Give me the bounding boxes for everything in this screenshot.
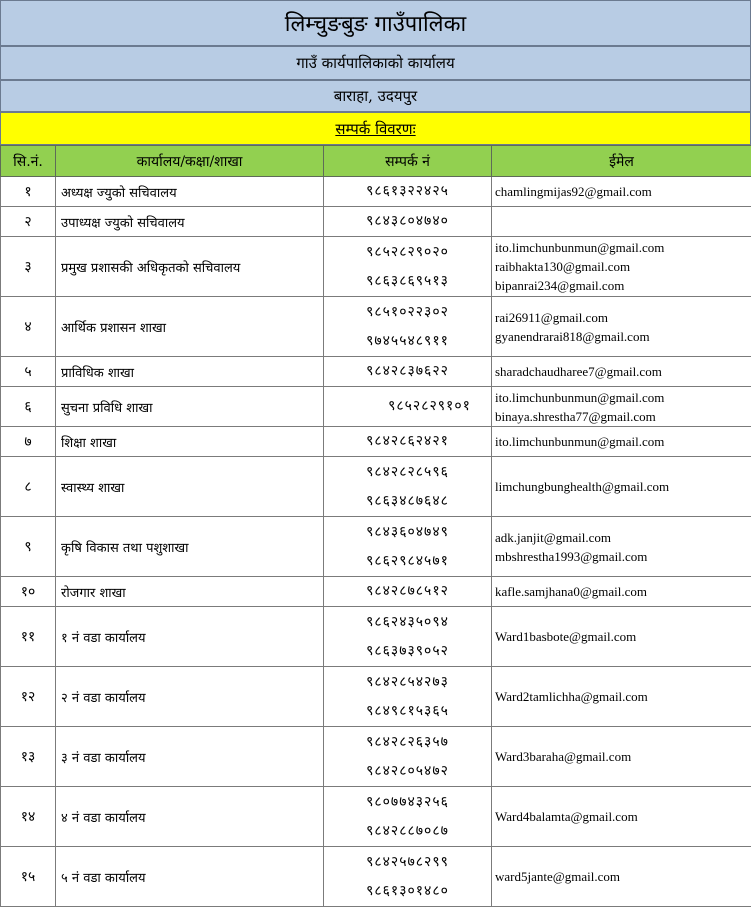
- phone-number: ९८४२८७८५१२: [366, 583, 449, 599]
- office-name: रोजगार शाखा: [56, 577, 324, 607]
- serial-number: १०: [1, 577, 56, 607]
- serial-number: १२: [1, 667, 56, 727]
- contact-table: [0, 145, 751, 907]
- phone-number: ९८५१०२२३०२: [366, 303, 449, 320]
- email-cell: [492, 667, 751, 727]
- serial-number: ५: [1, 357, 56, 387]
- table-row: [1, 297, 751, 357]
- office-name: प्राविधिक शाखा: [56, 357, 324, 387]
- table-row: [1, 457, 751, 517]
- serial-number: १३: [1, 727, 56, 787]
- phone-number: ९८६१३०१४८०: [366, 882, 449, 899]
- table-row: [1, 237, 751, 297]
- email-link[interactable]: sharadchaudharee7@gmail.com: [495, 364, 662, 379]
- email-link[interactable]: kafle.samjhana0@gmail.com: [495, 584, 648, 599]
- phone-number: ९७४५५४८९११: [366, 332, 449, 349]
- section-title: सम्पर्क विवरणः: [335, 119, 416, 138]
- phone-cell: [324, 237, 492, 297]
- email-link[interactable]: bipanrai234@gmail.com: [495, 278, 625, 293]
- table-body: [1, 177, 751, 907]
- phone-number: ९८६२४३५०९४: [366, 613, 449, 630]
- phone-cell: [324, 297, 492, 357]
- office-name: अध्यक्ष ज्युको सचिवालय: [56, 177, 324, 207]
- office-name: स्वास्थ्य शाखा: [56, 457, 324, 517]
- column-header-phone: सम्पर्क नं: [324, 146, 492, 177]
- office-name: २ नं वडा कार्यालय: [56, 667, 324, 727]
- office-name: उपाध्यक्ष ज्युको सचिवालय: [56, 207, 324, 237]
- phone-number: ९८५२८२९०२०: [366, 243, 449, 260]
- office-subtitle: गाउँ कार्यपालिकाको कार्यालय: [0, 46, 751, 80]
- serial-number: ४: [1, 297, 56, 357]
- email-link[interactable]: gyanendrarai818@gmail.com: [495, 328, 650, 344]
- table-header-row: [1, 146, 751, 177]
- office-name: सुचना प्रविधि शाखा: [56, 387, 324, 427]
- office-name: कृषि विकास तथा पशुशाखा: [56, 517, 324, 577]
- phone-cell: [324, 387, 492, 427]
- email-cell: [492, 517, 751, 577]
- phone-number: ९८६३७३९०५२: [366, 642, 449, 659]
- table-row: [1, 577, 751, 607]
- column-header-serial: सि.नं.: [1, 146, 56, 177]
- office-name: ४ नं वडा कार्यालय: [56, 787, 324, 847]
- serial-number: १४: [1, 787, 56, 847]
- phone-cell: [324, 787, 492, 847]
- column-header-email: ईमेल: [492, 146, 751, 177]
- phone-cell: [324, 577, 492, 607]
- email-link[interactable]: adk.janjit@gmail.com: [495, 529, 611, 545]
- table-row: [1, 427, 751, 457]
- table-row: [1, 667, 751, 727]
- phone-number: ९८०७७४३२५६: [366, 793, 449, 810]
- email-link[interactable]: limchungbunghealth@gmail.com: [495, 479, 670, 494]
- phone-cell: [324, 667, 492, 727]
- email-link[interactable]: rai26911@gmail.com: [495, 309, 608, 325]
- table-row: [1, 847, 751, 907]
- email-link[interactable]: binaya.shrestha77@gmail.com: [495, 408, 656, 424]
- phone-number: ९८४३८०४७४०: [366, 213, 449, 229]
- phone-cell: [324, 727, 492, 787]
- email-cell: [492, 607, 751, 667]
- email-link[interactable]: Ward4balamta@gmail.com: [495, 809, 638, 824]
- email-link[interactable]: ito.limchunbunmun@gmail.com: [495, 434, 665, 449]
- phone-number: ९८६१३२२४२५: [366, 183, 449, 199]
- phone-number: ९८४२८३७६२२: [366, 363, 449, 379]
- office-name: १ नं वडा कार्यालय: [56, 607, 324, 667]
- office-name: ३ नं वडा कार्यालय: [56, 727, 324, 787]
- email-cell: [492, 387, 751, 427]
- phone-cell: [324, 427, 492, 457]
- email-link[interactable]: Ward2tamlichha@gmail.com: [495, 689, 648, 704]
- email-cell: [492, 787, 751, 847]
- phone-number: ९८४२८२६३५७: [366, 733, 449, 750]
- table-row: [1, 727, 751, 787]
- email-cell: [492, 357, 751, 387]
- office-address: बाराहा, उदयपुर: [0, 80, 751, 112]
- phone-number: ९८४९८१५३६५: [366, 702, 449, 719]
- email-cell: [492, 727, 751, 787]
- email-link[interactable]: mbshrestha1993@gmail.com: [495, 548, 648, 564]
- phone-cell: [324, 177, 492, 207]
- phone-cell: [324, 607, 492, 667]
- office-name: शिक्षा शाखा: [56, 427, 324, 457]
- email-cell: [492, 297, 751, 357]
- phone-number: ९८४२८८७०८७: [366, 822, 449, 839]
- column-header-office: कार्यालय/कक्षा/शाखा: [56, 146, 324, 177]
- email-link[interactable]: ward5jante@gmail.com: [495, 869, 620, 884]
- phone-cell: [324, 207, 492, 237]
- email-link[interactable]: raibhakta130@gmail.com: [495, 259, 631, 274]
- email-cell: [492, 577, 751, 607]
- serial-number: २: [1, 207, 56, 237]
- phone-number: ९८४२८०५४७२: [366, 762, 449, 779]
- office-name: ५ नं वडा कार्यालय: [56, 847, 324, 907]
- phone-number: ९८४२८६२४२१: [366, 433, 449, 449]
- section-title-bar: [0, 112, 751, 145]
- table-row: [1, 607, 751, 667]
- email-link[interactable]: Ward3baraha@gmail.com: [495, 749, 632, 764]
- serial-number: ३: [1, 237, 56, 297]
- email-link[interactable]: chamlingmijas92@gmail.com: [495, 184, 652, 199]
- email-cell: [492, 427, 751, 457]
- serial-number: ११: [1, 607, 56, 667]
- table-row: [1, 177, 751, 207]
- serial-number: १५: [1, 847, 56, 907]
- email-cell: [492, 177, 751, 207]
- office-name: प्रमुख प्रशासकी अधिकृतको सचिवालय: [56, 237, 324, 297]
- phone-number: ९८४२८२८५९६: [366, 463, 449, 480]
- email-link[interactable]: Ward1basbote@gmail.com: [495, 629, 637, 644]
- phone-cell: [324, 847, 492, 907]
- phone-cell: [324, 357, 492, 387]
- serial-number: ८: [1, 457, 56, 517]
- phone-number: ९८४२८५४२७३: [366, 673, 449, 690]
- phone-number: ९८४३६०४७४९: [366, 523, 449, 540]
- municipality-title: लिम्चुङबुङ गाउँपालिका: [0, 0, 751, 46]
- phone-number: ९८४२५७८२९९: [366, 853, 449, 870]
- email-cell: [492, 457, 751, 517]
- email-link[interactable]: ito.limchunbunmun@gmail.com: [495, 389, 665, 405]
- serial-number: ६: [1, 387, 56, 427]
- serial-number: १: [1, 177, 56, 207]
- table-row: [1, 357, 751, 387]
- table-row: [1, 387, 751, 427]
- phone-number: ९८६३४८७६४८: [366, 492, 449, 509]
- email-link[interactable]: ito.limchunbunmun@gmail.com: [495, 240, 665, 255]
- office-name: आर्थिक प्रशासन शाखा: [56, 297, 324, 357]
- phone-cell: [324, 457, 492, 517]
- serial-number: ७: [1, 427, 56, 457]
- email-cell: [492, 847, 751, 907]
- email-cell: [492, 207, 751, 237]
- table-row: [1, 207, 751, 237]
- phone-number: ९८६२९८४५७१: [366, 552, 449, 569]
- email-cell: [492, 237, 751, 297]
- phone-number: ९८६३८६९५१३: [366, 272, 449, 289]
- phone-cell: [324, 517, 492, 577]
- table-row: [1, 517, 751, 577]
- serial-number: ९: [1, 517, 56, 577]
- phone-number: ९८५२८२९१०१: [388, 398, 471, 414]
- table-row: [1, 787, 751, 847]
